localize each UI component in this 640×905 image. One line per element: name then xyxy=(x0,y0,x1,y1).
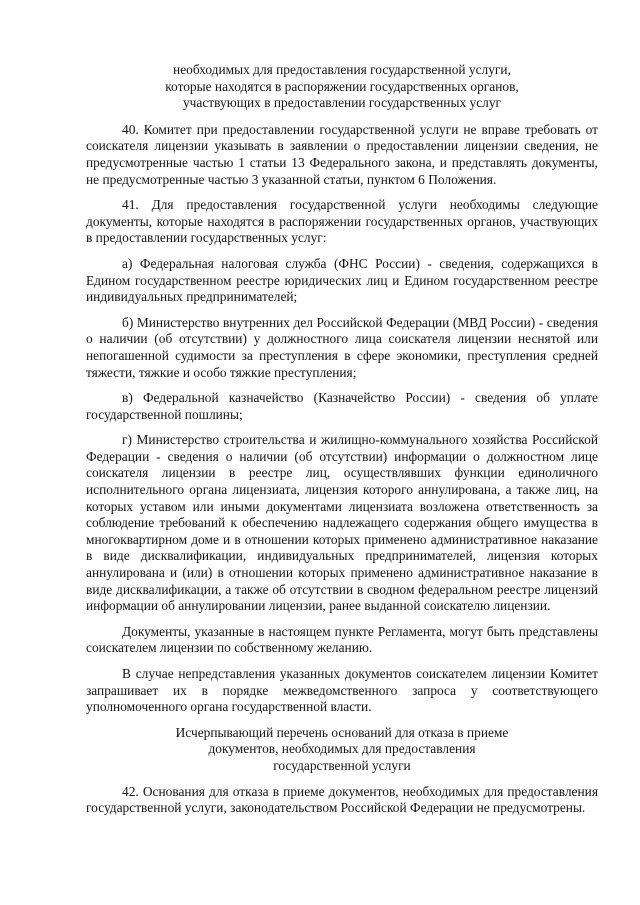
heading-line: государственной услуги xyxy=(273,757,411,773)
section-heading-refusal-grounds xyxy=(86,725,598,775)
heading-line: которые находятся в распоряжении государственных органов, xyxy=(165,78,519,94)
heading-line: документов, необходимых для предоставления xyxy=(208,741,476,757)
paragraph-41-g: г) Министерство строительства и жилищно-коммунального хозяйства Российской Федерации - сведения о наличии (об отсутствии) информации о должностном лице соискателя лицензии в реестре лиц, осуществлявших функции единоличного исполнительного органа лицензиата, лицензия которого аннулирована, а также лиц, на которых уставом или иными документами лицензиата возложена ответственность за соблюдение требований к обеспечению надлежащего содержания общего имущества в многоквартирном доме и в отношении которых применено административное наказание в виде дисквалификации, индивидуальных предпринимателей, лицензия которых аннулирована и (или) в отношении которых применено административное наказание в виде дисквалификации, а также об отсутствии в сводном федеральном реестре лицензий информации об аннулировании лицензии, ранее выданной соискателю лицензии. xyxy=(86,432,598,614)
paragraph-41: 41. Для предоставления государственной услуги необходимы следующие документы, которые находятся в распоряжении государственных органов, участвующих в предоставлении государственных услуг: xyxy=(86,197,598,246)
paragraph-42: 42. Основания для отказа в приеме документов, необходимых для предоставления государственной услуги, законодательством Российской Федерации не предусмотрены. xyxy=(86,783,598,816)
heading-line: участвующих в предоставлении государственных услуг xyxy=(182,95,502,111)
paragraph-41-v: в) Федеральной казначейство (Казначейство России) - сведения об уплате государственной пошлины; xyxy=(86,390,598,422)
heading-line: необходимых для предоставления государственной услуги, xyxy=(173,62,511,77)
paragraph-interagency-request: В случае непредставления указанных документов соискателем лицензии Комитет запрашивает их в порядке межведомственного запроса у соответствующего уполномоченного органа государственной власти. xyxy=(86,666,598,715)
paragraph-41-a: а) Федеральная налоговая служба (ФНС России) - сведения, содержащихся в Едином государственном реестре юридических лиц и Едином государственном реестре индивидуальных предпринимателей; xyxy=(86,255,598,305)
paragraph-41-b: б) Министерство внутренних дел Российской Федерации (МВД России) - сведения о наличии (об отсутствии) у должностного лица соискателя лицензии неснятой или непогашенной судимости за преступления в сфере экономики, преступления средней тяжести, тяжкие и особо тяжкие преступления; xyxy=(86,314,598,380)
section-heading-documents-in-agencies xyxy=(86,62,598,112)
heading-line: Исчерпывающий перечень оснований для отказа в приеме xyxy=(175,724,509,740)
paragraph-documents-optional: Документы, указанные в настоящем пункте Регламента, могут быть представлены соискателем лицензии по собственному желанию. xyxy=(86,623,598,656)
paragraph-40: 40. Комитет при предоставлении государственной услуги не вправе требовать от соискателя лицензии указывать в заявлении о предоставлении лицензии сведения, не предусмотренные частью 1 статьи 13 Федерального закона, и представлять документы, не предусмотренные частью 3 указанной статьи, пунктом 6 Положения. xyxy=(86,121,598,187)
